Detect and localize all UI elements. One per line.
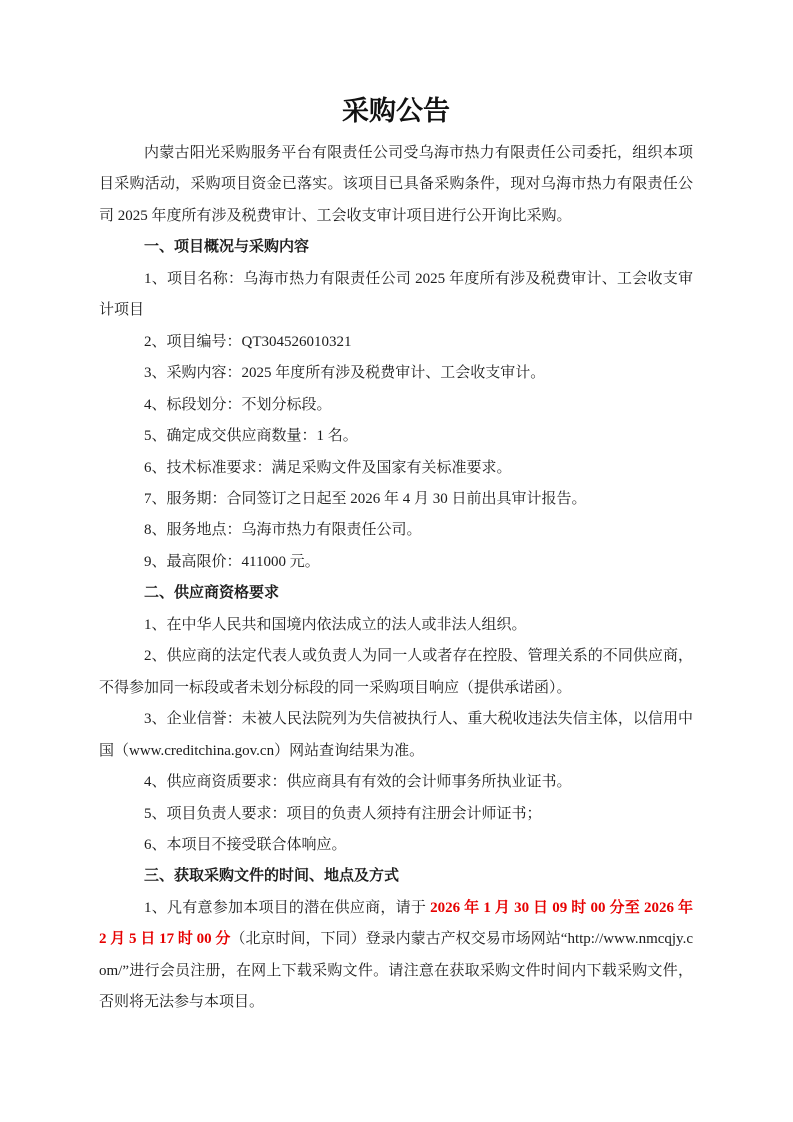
section-2-item-3: 3、企业信誉：未被人民法院列为失信被执行人、重大税收违法失信主体，以信用中国（www.creditchina.gov.cn）网站查询结果为准。	[99, 711, 693, 759]
section-2-item-2: 2、供应商的法定代表人或负责人为同一人或者存在控股、管理关系的不同供应商，不得参加同一标段或者未划分标段的同一采购项目响应（提供承诺函）。	[99, 648, 693, 696]
section-1-item-9: 9、最高限价：411000 元。	[144, 553, 320, 570]
section-2-item-6: 6、本项目不接受联合体响应。	[144, 836, 347, 853]
intro-paragraph: 内蒙古阳光采购服务平台有限责任公司受乌海市热力有限责任公司委托，组织本项目采购活动，采购项目资金已落实。该项目已具备采购条件，现对乌海市热力有限责任公司 2025 年度所有涉及税费审计、工会收支审计项目进行公开询比采购。	[99, 145, 693, 224]
section-1-item-6: 6、技术标准要求：满足采购文件及国家有关标准要求。	[144, 459, 512, 476]
section-3-item-1	[99, 893, 693, 1019]
section-1-item-8: 8、服务地点：乌海市热力有限责任公司。	[144, 522, 422, 539]
section-3-heading: 三、获取采购文件的时间、地点及方式	[144, 868, 400, 885]
section-1-item-7: 7、服务期：合同签订之日起至 2026 年 4 月 30 日前出具审计报告。	[144, 490, 587, 507]
section-1-item-2: 2、项目编号：QT304526010321	[144, 333, 352, 350]
deadline-date-range: 2026 年 1 月 30 日 09 时 00 分至 2026 年 2 月 5 日 17 时 00 分	[99, 899, 693, 948]
section-1-heading: 一、项目概况与采购内容	[144, 239, 310, 256]
section-1-item-3: 3、采购内容：2025 年度所有涉及税费审计、工会收支审计。	[144, 365, 546, 382]
section-2-item-4: 4、供应商资质要求：供应商具有有效的会计师事务所执业证书。	[144, 774, 572, 791]
section-2-item-5: 5、项目负责人要求：项目的负责人须持有注册会计师证书；	[144, 805, 542, 822]
section-2-item-1: 1、在中华人民共和国境内依法成立的法人或非法人组织。	[144, 616, 527, 633]
section-1-item-4: 4、标段划分：不划分标段。	[144, 396, 332, 413]
document-title: 采购公告	[342, 96, 450, 126]
section-1-item-1: 1、项目名称：乌海市热力有限责任公司 2025 年度所有涉及税费审计、工会收支审计项目	[99, 270, 693, 319]
section-2-heading: 二、供应商资格要求	[144, 585, 280, 602]
section-3-item-1-suffix: （北京时间，下同）登录内蒙古产权交易市场网站“http://www.nmcqjy.com/”进行会员注册，在网上下载采购文件。请注意在获取采购文件时间内下载采购文件，否则将无法参与本项目。	[99, 931, 693, 1011]
section-1-item-5: 5、确定成交供应商数量：1 名。	[144, 428, 358, 445]
section-3-item-1-prefix: 1、凡有意参加本项目的潜在供应商，请于	[144, 899, 431, 916]
